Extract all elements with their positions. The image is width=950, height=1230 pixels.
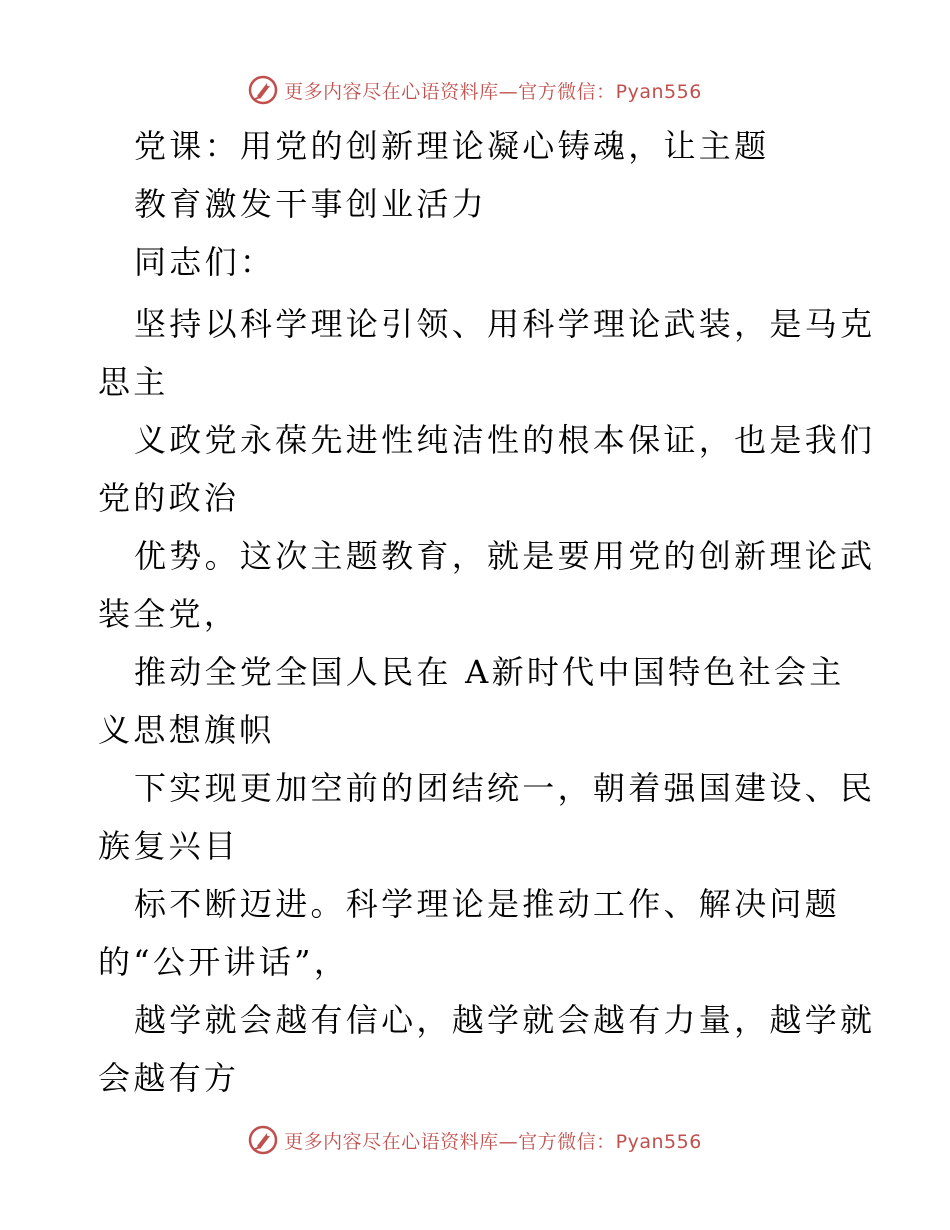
footer-watermark-text: 更多内容尽在心语资料库—官方微信：Pyan556 xyxy=(284,1130,702,1153)
paragraph-line: 越学就会越有信心，越学就会越有力量，越学就 xyxy=(134,1001,876,1039)
header-watermark-text: 更多内容尽在心语资料库—官方微信：Pyan556 xyxy=(284,80,702,103)
document-title-line-1: 党课：用党的创新理论凝心铸魂，让主题 xyxy=(134,127,770,165)
paragraph-line: 思主 xyxy=(98,363,169,401)
paragraph-line: 下实现更加空前的团结统一，朝着强国建设、民 xyxy=(134,769,876,807)
paragraph-line: 装全党， xyxy=(98,595,240,633)
paragraph-line: 义政党永葆先进性纯洁性的根本保证，也是我们 xyxy=(134,421,876,459)
paragraph-line: 坚持以科学理论引领、用科学理论武装，是马克 xyxy=(134,305,876,343)
paragraph-line: 族复兴目 xyxy=(98,827,240,865)
pen-nib-seal-icon xyxy=(248,75,278,105)
salutation: 同志们： xyxy=(134,243,276,281)
paragraph-line: 标不断迈进。科学理论是推动工作、解决问题 xyxy=(134,885,841,923)
paragraph-line: 推动全党全国人民在 A新时代中国特色社会主 xyxy=(134,653,845,691)
footer-watermark-banner xyxy=(0,1122,950,1158)
header-watermark-banner xyxy=(0,72,950,108)
document-title-line-2: 教育激发干事创业活力 xyxy=(134,185,488,223)
paragraph-line: 义思想旗帜 xyxy=(98,711,275,749)
paragraph-line: 会越有方 xyxy=(98,1059,240,1097)
paragraph-line: 优势。这次主题教育，就是要用党的创新理论武 xyxy=(134,537,876,575)
pen-nib-seal-icon xyxy=(248,1125,278,1155)
paragraph-line: 党的政治 xyxy=(98,479,240,517)
paragraph-line: 的“公开讲话”， xyxy=(98,943,350,981)
